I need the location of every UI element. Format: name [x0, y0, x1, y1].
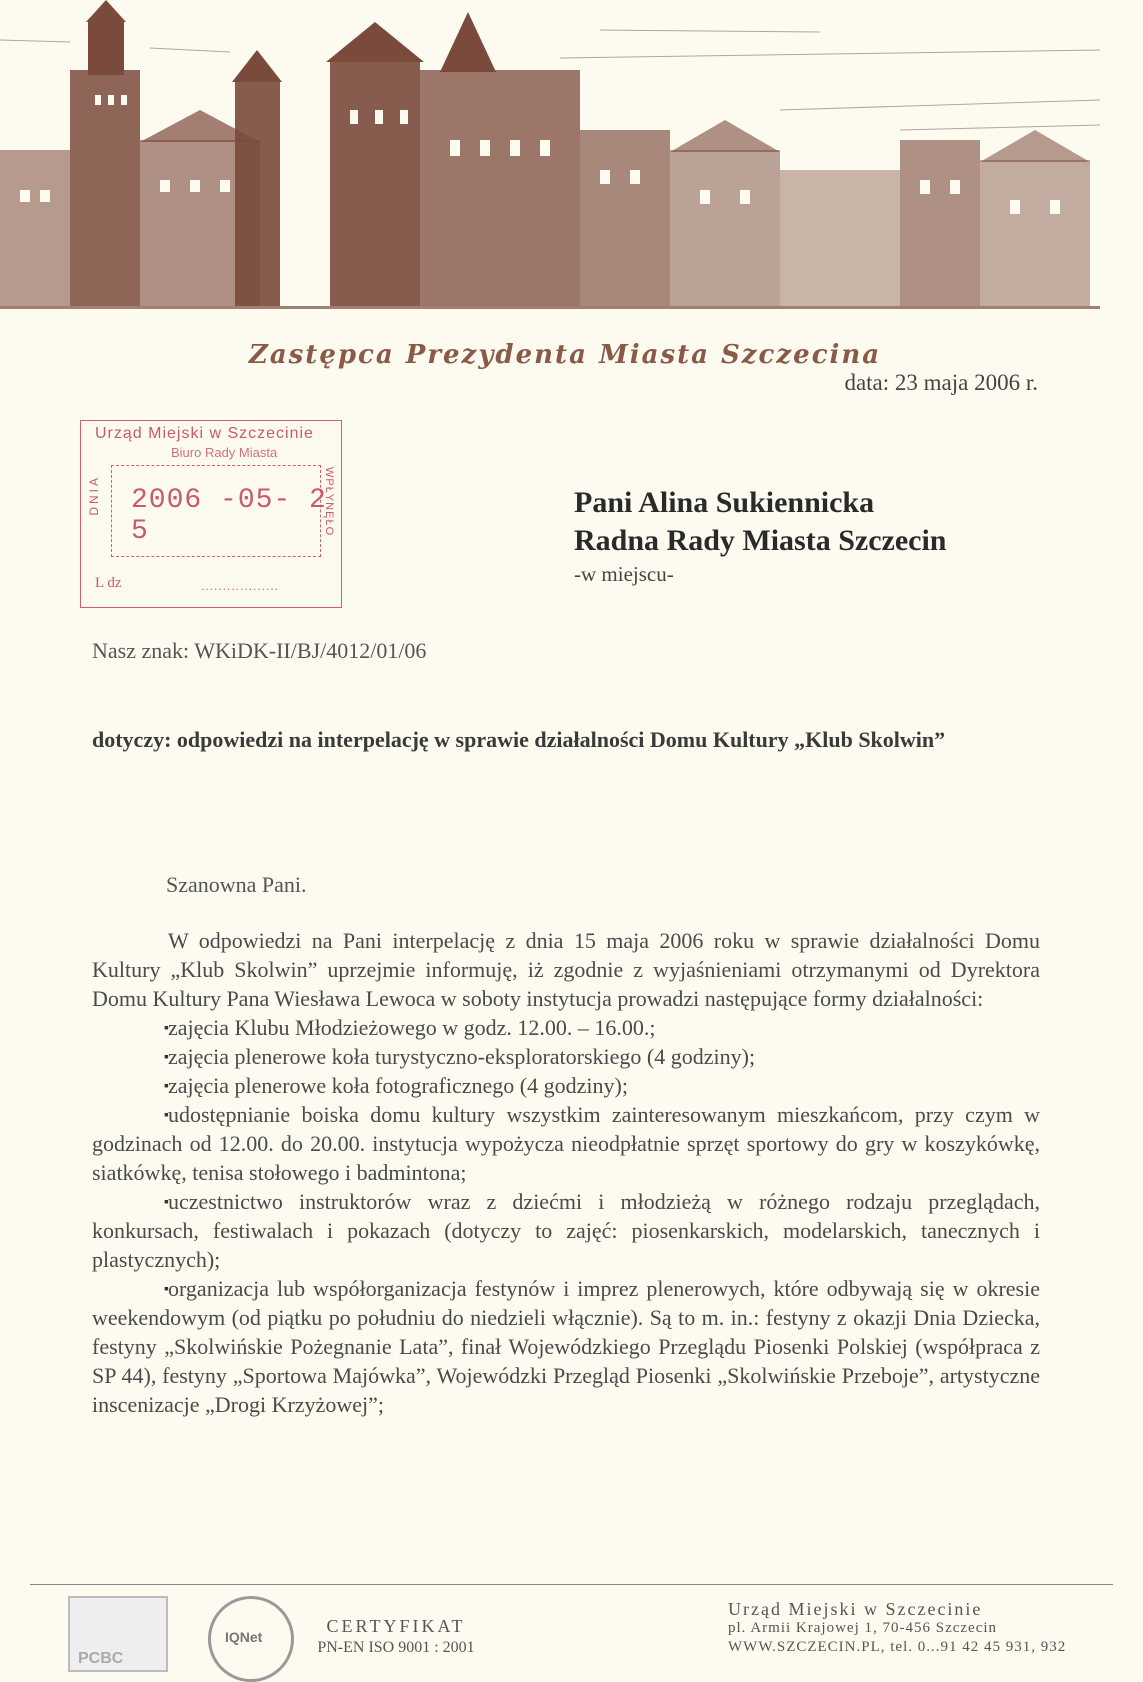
list-item: ▪ uczestnictwo instruktorów wraz z dziećmi i młodzieżą w różnego rodzaju przeglądach, konkursach, festiwalach i pokazach (dotyczy to zajęć: piosenkarskich, modelarskich, tanecznych i plastycznych); — [92, 1187, 1040, 1274]
city-engraving-illustration — [0, 0, 1143, 330]
stamp-date: 2006 -05- 2 5 — [131, 485, 327, 547]
iso-standard: PN-EN ISO 9001 : 2001 — [317, 1639, 475, 1656]
iqnet-logo-text: IQNet — [225, 1629, 263, 1645]
recipient-location: -w miejscu- — [574, 562, 674, 586]
office-contact: WWW.SZCZECIN.PL, tel. 0...91 42 45 931, 932 — [728, 1639, 1067, 1655]
office-street: pl. Armii Krajowej 1, 70-456 Szczecin — [728, 1620, 998, 1636]
stamp-office: Urząd Miejski w Szczecinie — [95, 425, 314, 442]
office-name: Urząd Miejski w Szczecinie — [728, 1599, 983, 1619]
footer-divider — [30, 1584, 1113, 1585]
stamp-side-label: DNIA — [87, 475, 101, 516]
subject-line: dotyczy: odpowiedzi na interpelację w sprawie działalności Domu Kultury „Klub Skolwin” — [92, 727, 946, 752]
received-stamp — [80, 420, 342, 608]
recipient-name: Pani Alina Sukiennicka — [574, 486, 875, 519]
pcbc-logo — [68, 1596, 168, 1672]
recipient-title: Radna Rady Miasta Szczecin — [574, 524, 947, 557]
office-address — [728, 1600, 1066, 1657]
iqnet-logo — [208, 1596, 294, 1682]
letter-date: data: 23 maja 2006 r. — [844, 370, 1038, 395]
stamp-department: Biuro Rady Miasta — [171, 445, 278, 460]
body-intro: W odpowiedzi na Pani interpelację z dnia 15 maja 2006 roku w sprawie działalności Domu Kultury „Klub Skolwin” uprzejmie informuję, iż zgodnie z wyjaśnieniami otrzymanymi od Dyrektora Domu Kultury Pana Wiesława Lewoca w soboty instytucja prowadzi następujące formy działalności: — [92, 928, 1040, 1011]
list-item: ▪ zajęcia Klubu Młodzieżowego w godz. 12.00. – 16.00.; — [92, 1013, 1040, 1042]
stamp-right-label: WPŁYNĘŁO — [323, 467, 335, 537]
list-item: ▪ zajęcia plenerowe koła fotograficznego (4 godziny); — [92, 1071, 1040, 1100]
certificate-block — [316, 1616, 476, 1657]
pcbc-logo-text: PCBC — [78, 1650, 124, 1667]
stamp-dots: .................. — [201, 579, 280, 593]
recipient-block — [574, 484, 946, 587]
letter-heading: Zastępca Prezydenta Miasta Szczecina — [248, 340, 882, 370]
certificate-label: CERTYFIKAT — [326, 1616, 466, 1636]
salutation: Szanowna Pani. — [166, 872, 307, 897]
list-item: ▪ udostępnianie boiska domu kultury wszystkim zainteresowanym mieszkańcom, przy czym w godzinach od 12.00. do 20.00. instytucja wypożycza nieodpłatnie sprzęt sportowy do gry w koszykówkę, siatkówkę, tenisa stołowego i badmintona; — [92, 1100, 1040, 1187]
stamp-ldz: L dz — [95, 575, 122, 591]
list-item: ▪ zajęcia plenerowe koła turystyczno-eksploratorskiego (4 godziny); — [92, 1042, 1040, 1071]
reference-number: Nasz znak: WKiDK-II/BJ/4012/01/06 — [92, 638, 427, 663]
activity-list — [92, 1013, 1040, 1419]
list-item: ▪ organizacja lub współorganizacja festynów i imprez plenerowych, które odbywają się w okresie weekendowym (od piątku po południu do niedzieli włącznie). Są to m. in.: festyny z okazji Dnia Dziecka, festyny „Skolwińskie Pożegnanie Lata”, finał Wojewódzkiego Przeglądu Piosenki Polskiej (współpraca z SP 44), festyny „Sportowa Majówka”, Wojewódzki Przegląd Piosenki „Skolwińskie Przeboje”, artystyczne inscenizacje „Drogi Krzyżowej”; — [92, 1274, 1040, 1419]
letter-body — [92, 926, 1040, 1419]
